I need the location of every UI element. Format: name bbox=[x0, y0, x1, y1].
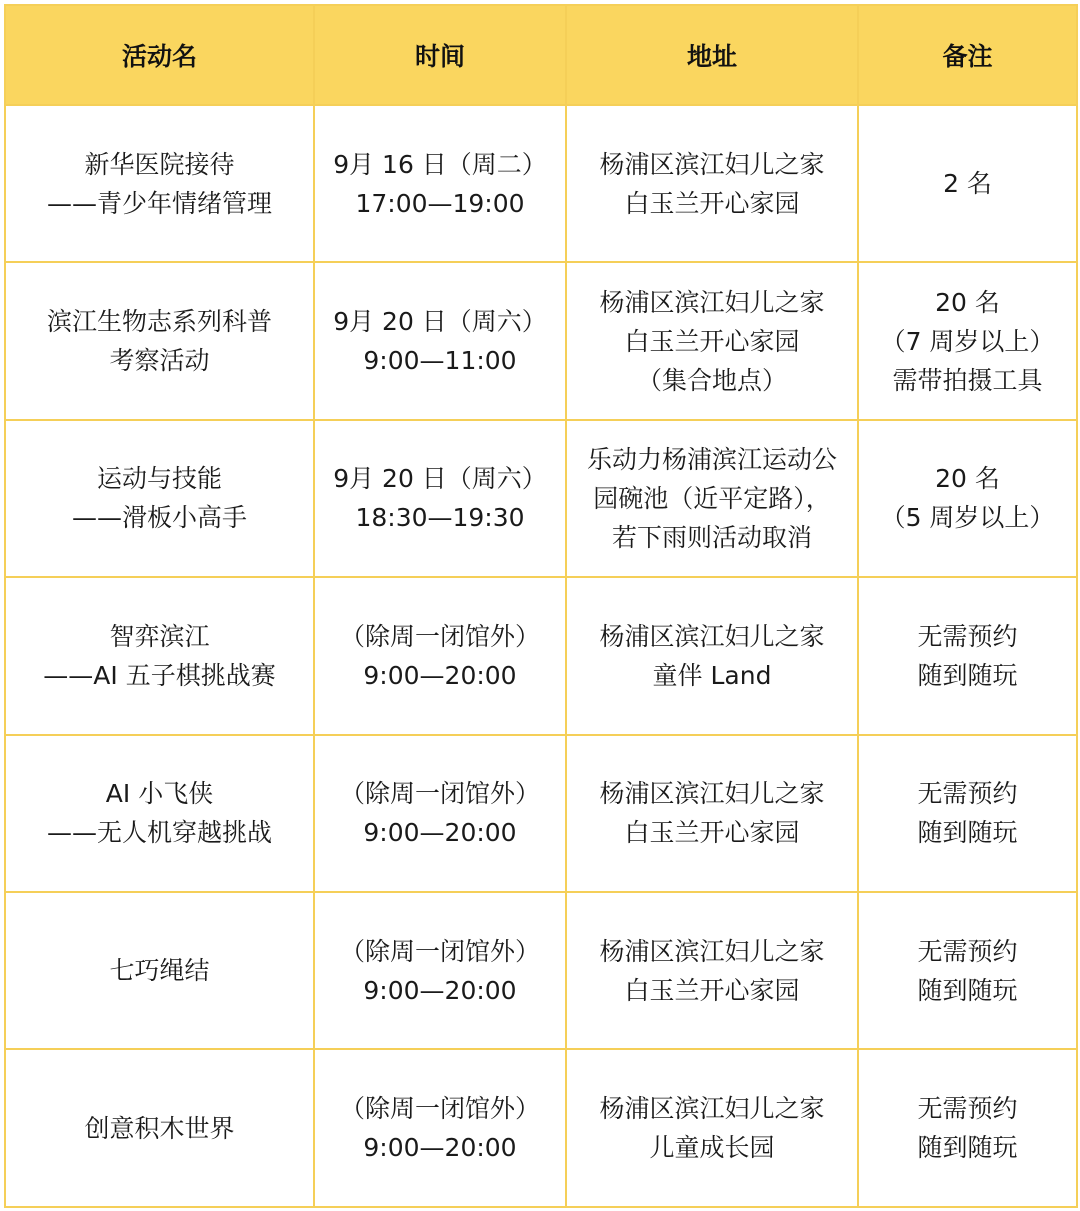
address-cell bbox=[566, 735, 858, 892]
address-cell-line: 白玉兰开心家园 bbox=[624, 975, 800, 1005]
time-cell bbox=[314, 1049, 566, 1206]
note-cell-line: 随到随玩 bbox=[917, 1133, 1018, 1163]
activity-name-cell bbox=[5, 262, 314, 419]
activity-name-cell-line: 运动与技能 bbox=[96, 464, 222, 494]
note-cell bbox=[858, 577, 1077, 734]
table-row bbox=[5, 735, 1077, 892]
header-time: 时间 bbox=[314, 5, 566, 105]
address-cell bbox=[566, 892, 858, 1049]
address-cell-line: 园碗池（近平定路）， bbox=[593, 483, 831, 513]
time-cell-line: 9:00—20:00 bbox=[363, 1133, 517, 1163]
note-cell-line: 随到随玩 bbox=[917, 660, 1018, 690]
time-cell bbox=[314, 735, 566, 892]
time-cell-line: （除周一闭馆外） bbox=[339, 1094, 540, 1124]
header-activity-name: 活动名 bbox=[5, 5, 314, 105]
table-row bbox=[5, 105, 1077, 262]
address-cell-line: 白玉兰开心家园 bbox=[624, 818, 800, 848]
time-cell-line: 9:00—11:00 bbox=[363, 346, 517, 376]
address-cell-line: 乐动力杨浦滨江运动公 bbox=[586, 444, 837, 474]
note-cell-line: 20 名 bbox=[935, 287, 1000, 317]
activity-name-cell-line: 滨江生物志系列科普 bbox=[46, 307, 272, 337]
note-cell bbox=[858, 892, 1077, 1049]
table-row bbox=[5, 577, 1077, 734]
address-cell-line: 若下雨则活动取消 bbox=[611, 522, 812, 552]
time-cell bbox=[314, 577, 566, 734]
time-cell-line: 9:00—20:00 bbox=[363, 660, 517, 690]
address-cell bbox=[566, 262, 858, 419]
time-cell-line: 9:00—20:00 bbox=[363, 818, 517, 848]
table-body bbox=[5, 105, 1077, 1207]
note-cell-line: （7 周岁以上） bbox=[880, 326, 1055, 356]
address-cell-line: 杨浦区滨江妇儿之家 bbox=[599, 1094, 825, 1124]
activity-name-cell-line: AI 小飞侠 bbox=[105, 779, 214, 809]
note-cell-line: 无需预约 bbox=[917, 621, 1018, 651]
note-cell bbox=[858, 1049, 1077, 1206]
note-cell-line: （5 周岁以上） bbox=[880, 503, 1055, 533]
address-cell bbox=[566, 420, 858, 577]
address-cell-line: 杨浦区滨江妇儿之家 bbox=[599, 936, 825, 966]
activity-name-cell-line: 考察活动 bbox=[109, 346, 210, 376]
note-cell bbox=[858, 105, 1077, 262]
note-cell-line: 无需预约 bbox=[917, 936, 1018, 966]
activity-name-cell-line: 七巧绳结 bbox=[109, 956, 210, 986]
note-cell bbox=[858, 262, 1077, 419]
table-row bbox=[5, 1049, 1077, 1206]
time-cell bbox=[314, 262, 566, 419]
address-cell-line: 杨浦区滨江妇儿之家 bbox=[599, 621, 825, 651]
header-note: 备注 bbox=[858, 5, 1077, 105]
activity-name-cell bbox=[5, 735, 314, 892]
activity-name-cell-line: 新华医院接待 bbox=[84, 149, 235, 179]
address-cell bbox=[566, 105, 858, 262]
time-cell-line: 9月 20 日（周六） bbox=[333, 307, 547, 337]
table-row bbox=[5, 262, 1077, 419]
note-cell bbox=[858, 420, 1077, 577]
time-cell-line: （除周一闭馆外） bbox=[339, 779, 540, 809]
address-cell-line: 白玉兰开心家园 bbox=[624, 326, 800, 356]
note-cell-line: 随到随玩 bbox=[917, 818, 1018, 848]
address-cell-line: 童伴 Land bbox=[652, 660, 772, 690]
table-row bbox=[5, 420, 1077, 577]
activity-name-cell-line: ——青少年情绪管理 bbox=[46, 188, 272, 218]
time-cell-line: 9月 16 日（周二） bbox=[333, 149, 547, 179]
time-cell-line: 9:00—20:00 bbox=[363, 975, 517, 1005]
address-cell-line: 白玉兰开心家园 bbox=[624, 188, 800, 218]
activity-name-cell bbox=[5, 1049, 314, 1206]
activity-schedule-table bbox=[4, 4, 1078, 1208]
activity-name-cell-line: 智弈滨江 bbox=[109, 621, 210, 651]
activity-name-cell bbox=[5, 105, 314, 262]
time-cell bbox=[314, 420, 566, 577]
table-header-row bbox=[5, 5, 1077, 105]
time-cell-line: （除周一闭馆外） bbox=[339, 936, 540, 966]
time-cell-line: 18:30—19:30 bbox=[355, 503, 525, 533]
activity-name-cell-line: ——无人机穿越挑战 bbox=[46, 818, 272, 848]
activity-name-cell bbox=[5, 892, 314, 1049]
table-row bbox=[5, 892, 1077, 1049]
header-address: 地址 bbox=[566, 5, 858, 105]
activity-name-cell-line: 创意积木世界 bbox=[84, 1113, 235, 1143]
address-cell-line: （集合地点） bbox=[636, 365, 787, 395]
time-cell-line: （除周一闭馆外） bbox=[339, 621, 540, 651]
note-cell-line: 需带拍摄工具 bbox=[892, 365, 1043, 395]
address-cell bbox=[566, 1049, 858, 1206]
note-cell-line: 20 名 bbox=[935, 464, 1000, 494]
activity-name-cell bbox=[5, 420, 314, 577]
time-cell-line: 9月 20 日（周六） bbox=[333, 464, 547, 494]
address-cell-line: 杨浦区滨江妇儿之家 bbox=[599, 779, 825, 809]
address-cell bbox=[566, 577, 858, 734]
activity-name-cell bbox=[5, 577, 314, 734]
address-cell-line: 杨浦区滨江妇儿之家 bbox=[599, 149, 825, 179]
note-cell-line: 随到随玩 bbox=[917, 975, 1018, 1005]
note-cell bbox=[858, 735, 1077, 892]
activity-name-cell-line: ——滑板小高手 bbox=[71, 503, 247, 533]
address-cell-line: 儿童成长园 bbox=[649, 1133, 775, 1163]
time-cell bbox=[314, 105, 566, 262]
time-cell bbox=[314, 892, 566, 1049]
address-cell-line: 杨浦区滨江妇儿之家 bbox=[599, 287, 825, 317]
note-cell-line: 2 名 bbox=[943, 169, 992, 199]
note-cell-line: 无需预约 bbox=[917, 779, 1018, 809]
note-cell-line: 无需预约 bbox=[917, 1094, 1018, 1124]
activity-name-cell-line: ——AI 五子棋挑战赛 bbox=[43, 660, 276, 690]
time-cell-line: 17:00—19:00 bbox=[355, 188, 525, 218]
